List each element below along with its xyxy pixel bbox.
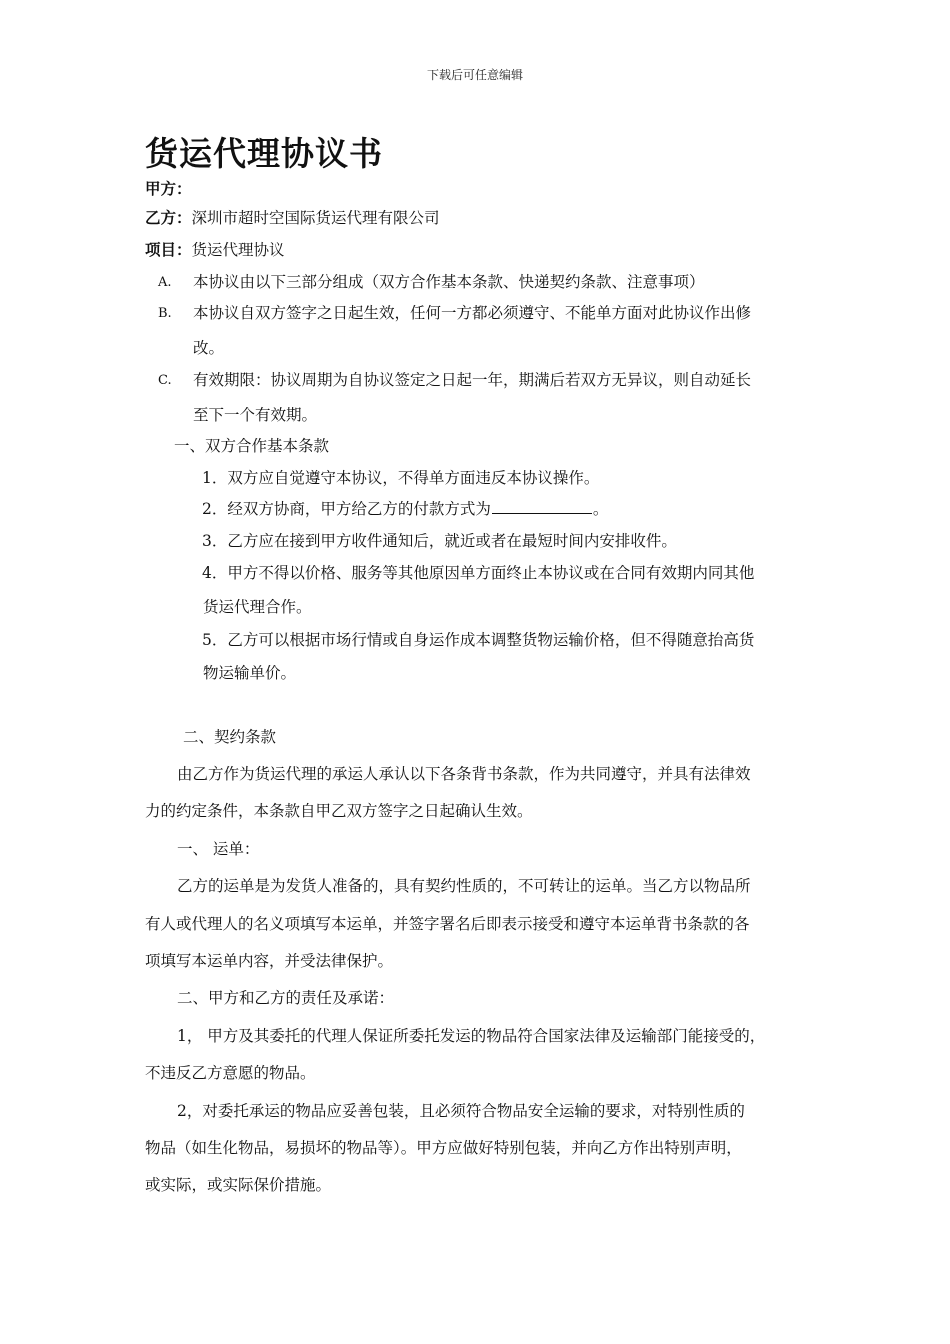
section1-item2-text: 2．经双方协商，甲方给乙方的付款方式为 <box>202 500 491 518</box>
list-item-c-line1: 有效期限：协议周期为自协议签定之日起一年，期满后若双方无异议，则自动延长 <box>193 371 752 389</box>
party-b-value: 深圳市超时空国际货运代理有限公司 <box>191 209 440 227</box>
section1-item5-line1: 5．乙方可以根据市场行情或自身运作成本调整货物运输价格，但不得随意抬高货 <box>202 631 755 649</box>
duty2-line2: 物品（如生化物品，易损坏的物品等）。甲方应做好特别包装，并向乙方作出特别声明， <box>145 1139 742 1157</box>
party-b-line <box>145 208 440 228</box>
list-marker-b: B. <box>158 306 172 321</box>
list-item-b-line1: 本协议自双方签字之日起生效，任何一方都必须遵守、不能单方面对此协议作出修 <box>193 304 752 322</box>
duty-heading: 二、甲方和乙方的责任及承诺： <box>177 989 395 1007</box>
section1-item1: 1．双方应自觉遵守本协议，不得单方面违反本协议操作。 <box>202 469 600 487</box>
section2-intro-line2: 力的约定条件，本条款自甲乙双方签字之日起确认生效。 <box>145 802 533 820</box>
section1-item4-line2: 货运代理合作。 <box>203 598 312 616</box>
duty2-line3: 或实际，或实际保价措施。 <box>145 1176 332 1194</box>
party-a-line <box>145 179 192 199</box>
waybill-heading: 一、 运单： <box>177 840 260 858</box>
waybill-line3: 项填写本运单内容，并受法律保护。 <box>145 952 394 970</box>
waybill-line2: 有人或代理人的名义项填写本运单，并签字署名后即表示接受和遵守本运单背书条款的各 <box>145 915 750 933</box>
section1-item3: 3．乙方应在接到甲方收件通知后，就近或者在最短时间内安排收件。 <box>202 532 677 550</box>
section1-item2 <box>202 499 608 519</box>
project-line <box>145 240 285 260</box>
section1-item4-line1: 4．甲方不得以价格、服务等其他原因单方面终止本协议或在合同有效期内同其他 <box>202 564 755 582</box>
section1-item2-end: 。 <box>592 500 609 518</box>
document-title: 货运代理协议书 <box>145 134 383 173</box>
list-marker-a: A. <box>158 275 172 290</box>
party-a-label: 甲方： <box>145 180 192 198</box>
payment-method-blank <box>492 499 592 514</box>
section1-item5-line2: 物运输单价。 <box>203 664 297 682</box>
project-value: 货运代理协议 <box>191 241 285 259</box>
list-item-c-line2: 至下一个有效期。 <box>193 406 318 424</box>
duty1-line2: 不违反乙方意愿的物品。 <box>145 1064 316 1082</box>
party-b-label: 乙方： <box>145 209 192 227</box>
list-marker-c: C. <box>158 373 172 388</box>
waybill-line1: 乙方的运单是为发货人准备的，具有契约性质的，不可转让的运单。当乙方以物品所 <box>177 877 751 895</box>
section1-heading: 一、双方合作基本条款 <box>174 437 330 455</box>
list-item-a: 本协议由以下三部分组成（双方合作基本条款、快递契约条款、注意事项） <box>193 273 705 291</box>
duty2-line1: 2，对委托承运的物品应妥善包装，且必须符合物品安全运输的要求，对特别性质的 <box>177 1102 745 1120</box>
header-note: 下载后可任意编辑 <box>426 68 523 82</box>
section2-intro-line1: 由乙方作为货运代理的承运人承认以下各条背书条款，作为共同遵守，并具有法律效 <box>177 765 751 783</box>
project-label: 项目： <box>145 241 192 259</box>
duty1-line1: 1， 甲方及其委托的代理人保证所委托发运的物品符合国家法律及运输部门能接受的， <box>177 1027 766 1045</box>
section2-heading: 二、契约条款 <box>183 728 277 746</box>
list-item-b-line2: 改。 <box>193 339 225 357</box>
